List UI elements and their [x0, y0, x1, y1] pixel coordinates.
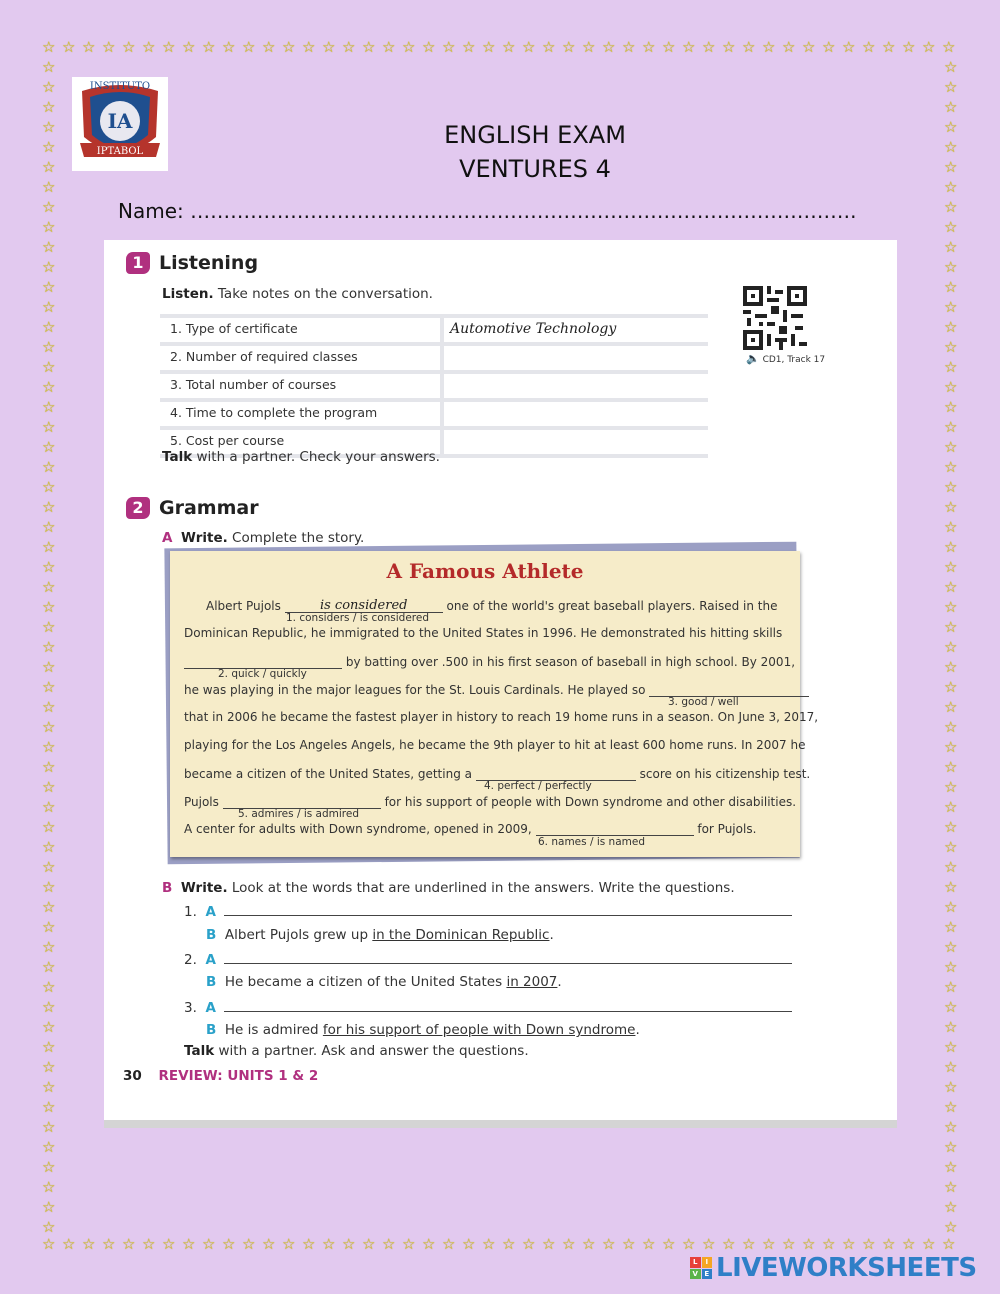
star-icon: ☆	[944, 258, 958, 276]
star-icon: ☆	[202, 1235, 216, 1253]
star-icon: ☆	[362, 1235, 376, 1253]
star-icon: ☆	[944, 778, 958, 796]
question-1-label: 1. A	[184, 904, 216, 920]
star-icon: ☆	[422, 1235, 436, 1253]
table-row: 1. Type of certificate Automotive Technology	[160, 314, 708, 342]
blank-1[interactable]: is considered	[285, 598, 443, 613]
star-icon: ☆	[944, 598, 958, 616]
star-icon: ☆	[42, 578, 56, 596]
notes-table	[160, 314, 708, 458]
listening-instruction: Listen. Take notes on the conversation.	[162, 286, 433, 302]
story-title: A Famous Athlete	[386, 559, 584, 583]
star-icon: ☆	[742, 38, 756, 56]
liveworksheets-logo-icon: L I V E	[690, 1257, 712, 1279]
review-label: REVIEW: UNITS 1 & 2	[158, 1068, 319, 1084]
star-icon: ☆	[944, 238, 958, 256]
question-2-label: 2. A	[184, 952, 216, 968]
star-icon: ☆	[842, 38, 856, 56]
star-icon: ☆	[944, 378, 958, 396]
star-icon: ☆	[462, 1235, 476, 1253]
star-icon: ☆	[402, 38, 416, 56]
star-icon: ☆	[662, 1235, 676, 1253]
star-icon: ☆	[944, 1078, 958, 1096]
institute-logo	[72, 77, 168, 171]
star-icon: ☆	[42, 798, 56, 816]
star-icon: ☆	[402, 1235, 416, 1253]
star-icon: ☆	[944, 358, 958, 376]
star-icon: ☆	[682, 1235, 696, 1253]
star-icon: ☆	[902, 1235, 916, 1253]
star-icon: ☆	[462, 38, 476, 56]
svg-text:IPTABOL: IPTABOL	[96, 146, 144, 157]
star-icon: ☆	[762, 38, 776, 56]
star-icon: ☆	[944, 1218, 958, 1236]
liveworksheets-brand: L I V E LIVEWORKSHEETS	[690, 1253, 977, 1283]
star-icon: ☆	[122, 1235, 136, 1253]
star-icon: ☆	[42, 778, 56, 796]
star-icon: ☆	[42, 1038, 56, 1056]
star-icon: ☆	[942, 38, 956, 56]
star-icon: ☆	[42, 38, 56, 56]
star-icon: ☆	[122, 38, 136, 56]
star-icon: ☆	[682, 38, 696, 56]
answer-field[interactable]	[444, 374, 708, 398]
star-icon: ☆	[944, 218, 958, 236]
listening-heading: 1 Listening	[126, 252, 258, 274]
star-icon: ☆	[42, 758, 56, 776]
star-icon: ☆	[362, 38, 376, 56]
answer-field[interactable]	[444, 430, 708, 454]
star-icon: ☆	[922, 38, 936, 56]
star-icon: ☆	[302, 38, 316, 56]
star-icon: ☆	[944, 1058, 958, 1076]
star-icon: ☆	[182, 38, 196, 56]
star-icon: ☆	[282, 38, 296, 56]
star-icon: ☆	[944, 938, 958, 956]
star-icon: ☆	[42, 618, 56, 636]
star-icon: ☆	[42, 638, 56, 656]
star-icon: ☆	[944, 978, 958, 996]
star-icon: ☆	[182, 1235, 196, 1253]
star-icon: ☆	[42, 1118, 56, 1136]
star-icon: ☆	[562, 1235, 576, 1253]
table-row: 2. Number of required classes	[160, 342, 708, 370]
star-icon: ☆	[42, 538, 56, 556]
question-2-input[interactable]	[224, 962, 792, 964]
star-icon: ☆	[642, 38, 656, 56]
star-icon: ☆	[944, 638, 958, 656]
star-icon: ☆	[522, 38, 536, 56]
star-icon: ☆	[102, 1235, 116, 1253]
audio-track[interactable]: 🔈 CD1, Track 17	[746, 352, 826, 365]
star-icon: ☆	[42, 598, 56, 616]
star-icon: ☆	[944, 918, 958, 936]
listening-talk: Talk with a partner. Check your answers.	[162, 449, 440, 465]
star-icon: ☆	[622, 1235, 636, 1253]
star-icon: ☆	[722, 38, 736, 56]
star-icon: ☆	[42, 98, 56, 116]
star-icon: ☆	[42, 878, 56, 896]
star-icon: ☆	[542, 1235, 556, 1253]
star-icon: ☆	[482, 38, 496, 56]
star-icon: ☆	[902, 38, 916, 56]
star-icon: ☆	[222, 1235, 236, 1253]
star-icon: ☆	[42, 58, 56, 76]
star-icon: ☆	[42, 958, 56, 976]
star-icon: ☆	[162, 38, 176, 56]
star-icon: ☆	[42, 1018, 56, 1036]
star-icon: ☆	[42, 298, 56, 316]
table-row: 3. Total number of courses	[160, 370, 708, 398]
star-icon: ☆	[322, 38, 336, 56]
page-shadow	[104, 1120, 897, 1128]
star-icon: ☆	[482, 1235, 496, 1253]
star-icon: ☆	[862, 38, 876, 56]
star-icon: ☆	[42, 738, 56, 756]
star-icon: ☆	[342, 38, 356, 56]
star-icon: ☆	[582, 1235, 596, 1253]
star-icon: ☆	[944, 998, 958, 1016]
answer-field[interactable]	[444, 402, 708, 426]
question-3-input[interactable]	[224, 1010, 792, 1012]
star-icon: ☆	[502, 1235, 516, 1253]
star-icon: ☆	[944, 878, 958, 896]
star-icon: ☆	[822, 38, 836, 56]
star-icon: ☆	[944, 118, 958, 136]
speaker-icon: 🔈	[746, 352, 760, 365]
star-icon: ☆	[42, 978, 56, 996]
star-icon: ☆	[42, 838, 56, 856]
star-icon: ☆	[42, 378, 56, 396]
star-icon: ☆	[882, 38, 896, 56]
star-icon: ☆	[422, 38, 436, 56]
star-icon: ☆	[42, 418, 56, 436]
star-icon: ☆	[42, 1078, 56, 1096]
star-icon: ☆	[742, 1235, 756, 1253]
star-icon: ☆	[944, 1158, 958, 1176]
star-icon: ☆	[42, 698, 56, 716]
star-icon: ☆	[782, 1235, 796, 1253]
star-icon: ☆	[944, 418, 958, 436]
part-a-instruction: A Write. Complete the story.	[162, 530, 365, 546]
star-icon: ☆	[944, 678, 958, 696]
star-icon: ☆	[944, 578, 958, 596]
star-icon: ☆	[42, 1178, 56, 1196]
star-icon: ☆	[382, 1235, 396, 1253]
star-icon: ☆	[944, 478, 958, 496]
star-icon: ☆	[944, 1038, 958, 1056]
star-icon: ☆	[42, 218, 56, 236]
star-icon: ☆	[582, 38, 596, 56]
star-icon: ☆	[944, 898, 958, 916]
star-icon: ☆	[802, 38, 816, 56]
star-icon: ☆	[42, 78, 56, 96]
star-icon: ☆	[944, 318, 958, 336]
table-row: 5. Cost per course	[160, 426, 708, 458]
star-icon: ☆	[944, 958, 958, 976]
star-icon: ☆	[802, 1235, 816, 1253]
star-icon: ☆	[42, 858, 56, 876]
star-icon: ☆	[944, 398, 958, 416]
star-icon: ☆	[944, 458, 958, 476]
star-icon: ☆	[382, 38, 396, 56]
star-icon: ☆	[42, 178, 56, 196]
section-number-badge: 2	[126, 497, 150, 519]
star-icon: ☆	[542, 38, 556, 56]
blank-5[interactable]	[223, 794, 381, 809]
qr-code-icon	[743, 286, 807, 350]
story-card: A Famous Athlete Albert Pujols is considered one of the world's great baseball players. Raised in the 1. considers / is considered Dominican Republic, he immigrated to the United States in 1996. He demonstrated his hitting skills by batting over .500 in his first season of baseball in high school. By 2001, 2. quick / quickly he was playing in the major leagues for the St. Louis Cardinals. He played so 3. good / well that in 2006 he became the fastest player in history to reach 19 home runs in a season. On June 3, 2017, playing for the Los Angeles Angels, he became the 9th player to hit at least 600 home runs. In 2007 he became a citizen of the United States, getting a score on his citizenship test. 4. perfect / perfectly Pujols for his support of people with Down syndrome and other disabilities. 5. admires / is admired A center for adults with Down syndrome, opened in 2009, for Pujols. 6. names / is named	[170, 551, 800, 857]
star-icon: ☆	[42, 158, 56, 176]
star-icon: ☆	[42, 818, 56, 836]
star-icon: ☆	[322, 1235, 336, 1253]
star-icon: ☆	[42, 398, 56, 416]
star-icon: ☆	[42, 118, 56, 136]
star-icon: ☆	[42, 358, 56, 376]
page-footer	[123, 1068, 318, 1084]
star-icon: ☆	[342, 1235, 356, 1253]
star-icon: ☆	[42, 938, 56, 956]
table-row: 4. Time to complete the program	[160, 398, 708, 426]
star-icon: ☆	[944, 78, 958, 96]
star-icon: ☆	[502, 38, 516, 56]
star-icon: ☆	[62, 38, 76, 56]
star-icon: ☆	[944, 498, 958, 516]
star-icon: ☆	[42, 258, 56, 276]
star-icon: ☆	[862, 1235, 876, 1253]
star-icon: ☆	[142, 38, 156, 56]
star-icon: ☆	[42, 898, 56, 916]
answer-field[interactable]	[444, 346, 708, 370]
star-icon: ☆	[102, 38, 116, 56]
star-icon: ☆	[822, 1235, 836, 1253]
star-icon: ☆	[944, 718, 958, 736]
star-icon: ☆	[282, 1235, 296, 1253]
answer-field[interactable]: Automotive Technology	[450, 321, 617, 337]
star-icon: ☆	[702, 1235, 716, 1253]
star-icon: ☆	[944, 438, 958, 456]
grammar-talk: Talk with a partner. Ask and answer the questions.	[184, 1043, 529, 1059]
svg-text:INSTITUTO: INSTITUTO	[89, 81, 151, 92]
section-number-badge: 1	[126, 252, 150, 274]
star-icon: ☆	[722, 1235, 736, 1253]
star-icon: ☆	[42, 438, 56, 456]
star-icon: ☆	[944, 838, 958, 856]
star-icon: ☆	[42, 918, 56, 936]
star-icon: ☆	[602, 38, 616, 56]
star-icon: ☆	[42, 238, 56, 256]
star-icon: ☆	[42, 1098, 56, 1116]
star-icon: ☆	[944, 338, 958, 356]
star-icon: ☆	[944, 858, 958, 876]
star-icon: ☆	[302, 1235, 316, 1253]
star-icon: ☆	[944, 538, 958, 556]
star-icon: ☆	[944, 1018, 958, 1036]
star-icon: ☆	[944, 1178, 958, 1196]
star-icon: ☆	[944, 138, 958, 156]
star-icon: ☆	[522, 1235, 536, 1253]
star-icon: ☆	[942, 1235, 956, 1253]
star-icon: ☆	[944, 1118, 958, 1136]
star-icon: ☆	[944, 278, 958, 296]
question-1-input[interactable]	[224, 914, 792, 916]
star-icon: ☆	[42, 998, 56, 1016]
star-icon: ☆	[42, 658, 56, 676]
star-icon: ☆	[762, 1235, 776, 1253]
star-icon: ☆	[944, 198, 958, 216]
star-icon: ☆	[202, 38, 216, 56]
star-icon: ☆	[842, 1235, 856, 1253]
star-icon: ☆	[42, 198, 56, 216]
grammar-heading: 2 Grammar	[126, 497, 259, 519]
answer-2: B He became a citizen of the United States in 2007.	[206, 974, 562, 990]
star-icon: ☆	[944, 1138, 958, 1156]
star-icon: ☆	[42, 678, 56, 696]
star-icon: ☆	[42, 1158, 56, 1176]
star-icon: ☆	[42, 478, 56, 496]
star-icon: ☆	[62, 1235, 76, 1253]
star-icon: ☆	[262, 38, 276, 56]
star-icon: ☆	[944, 618, 958, 636]
star-icon: ☆	[944, 178, 958, 196]
star-icon: ☆	[242, 38, 256, 56]
star-icon: ☆	[42, 558, 56, 576]
svg-text:IA: IA	[107, 109, 133, 133]
star-icon: ☆	[944, 1198, 958, 1216]
star-icon: ☆	[442, 38, 456, 56]
star-icon: ☆	[562, 38, 576, 56]
star-icon: ☆	[642, 1235, 656, 1253]
name-field[interactable]: Name: ……………………………………………………………………………………….	[118, 199, 857, 223]
star-icon: ☆	[944, 98, 958, 116]
star-icon: ☆	[944, 738, 958, 756]
star-icon: ☆	[42, 278, 56, 296]
star-icon: ☆	[262, 1235, 276, 1253]
blank-3[interactable]	[649, 682, 809, 697]
star-icon: ☆	[944, 518, 958, 536]
question-3-label: 3. A	[184, 1000, 216, 1016]
page-number: 30	[123, 1068, 142, 1084]
star-icon: ☆	[222, 38, 236, 56]
star-icon: ☆	[944, 558, 958, 576]
star-icon: ☆	[782, 38, 796, 56]
star-icon: ☆	[162, 1235, 176, 1253]
star-icon: ☆	[944, 158, 958, 176]
star-icon: ☆	[82, 1235, 96, 1253]
star-icon: ☆	[42, 1138, 56, 1156]
star-icon: ☆	[944, 658, 958, 676]
star-icon: ☆	[944, 698, 958, 716]
star-icon: ☆	[944, 798, 958, 816]
star-icon: ☆	[42, 518, 56, 536]
star-icon: ☆	[702, 38, 716, 56]
star-icon: ☆	[662, 38, 676, 56]
star-icon: ☆	[82, 38, 96, 56]
part-b-instruction: B Write. Look at the words that are underlined in the answers. Write the questions.	[162, 880, 735, 896]
star-icon: ☆	[42, 1235, 56, 1253]
star-icon: ☆	[242, 1235, 256, 1253]
star-icon: ☆	[922, 1235, 936, 1253]
star-icon: ☆	[442, 1235, 456, 1253]
blank-2[interactable]	[184, 654, 342, 669]
star-icon: ☆	[42, 138, 56, 156]
star-icon: ☆	[944, 58, 958, 76]
star-icon: ☆	[882, 1235, 896, 1253]
star-icon: ☆	[944, 1098, 958, 1116]
star-icon: ☆	[42, 498, 56, 516]
answer-1: B Albert Pujols grew up in the Dominican Republic.	[206, 927, 554, 943]
blank-6[interactable]	[536, 821, 694, 836]
star-icon: ☆	[944, 298, 958, 316]
star-icon: ☆	[42, 458, 56, 476]
star-icon: ☆	[42, 1218, 56, 1236]
star-icon: ☆	[42, 1058, 56, 1076]
exam-title: ENGLISH EXAM VENTURES 4	[444, 121, 626, 183]
star-icon: ☆	[42, 1198, 56, 1216]
star-icon: ☆	[944, 758, 958, 776]
star-icon: ☆	[42, 718, 56, 736]
star-icon: ☆	[944, 818, 958, 836]
star-icon: ☆	[142, 1235, 156, 1253]
blank-4[interactable]	[476, 766, 636, 781]
star-icon: ☆	[42, 338, 56, 356]
star-icon: ☆	[42, 318, 56, 336]
answer-3: B He is admired for his support of people with Down syndrome.	[206, 1022, 640, 1038]
star-icon: ☆	[602, 1235, 616, 1253]
star-icon: ☆	[622, 38, 636, 56]
